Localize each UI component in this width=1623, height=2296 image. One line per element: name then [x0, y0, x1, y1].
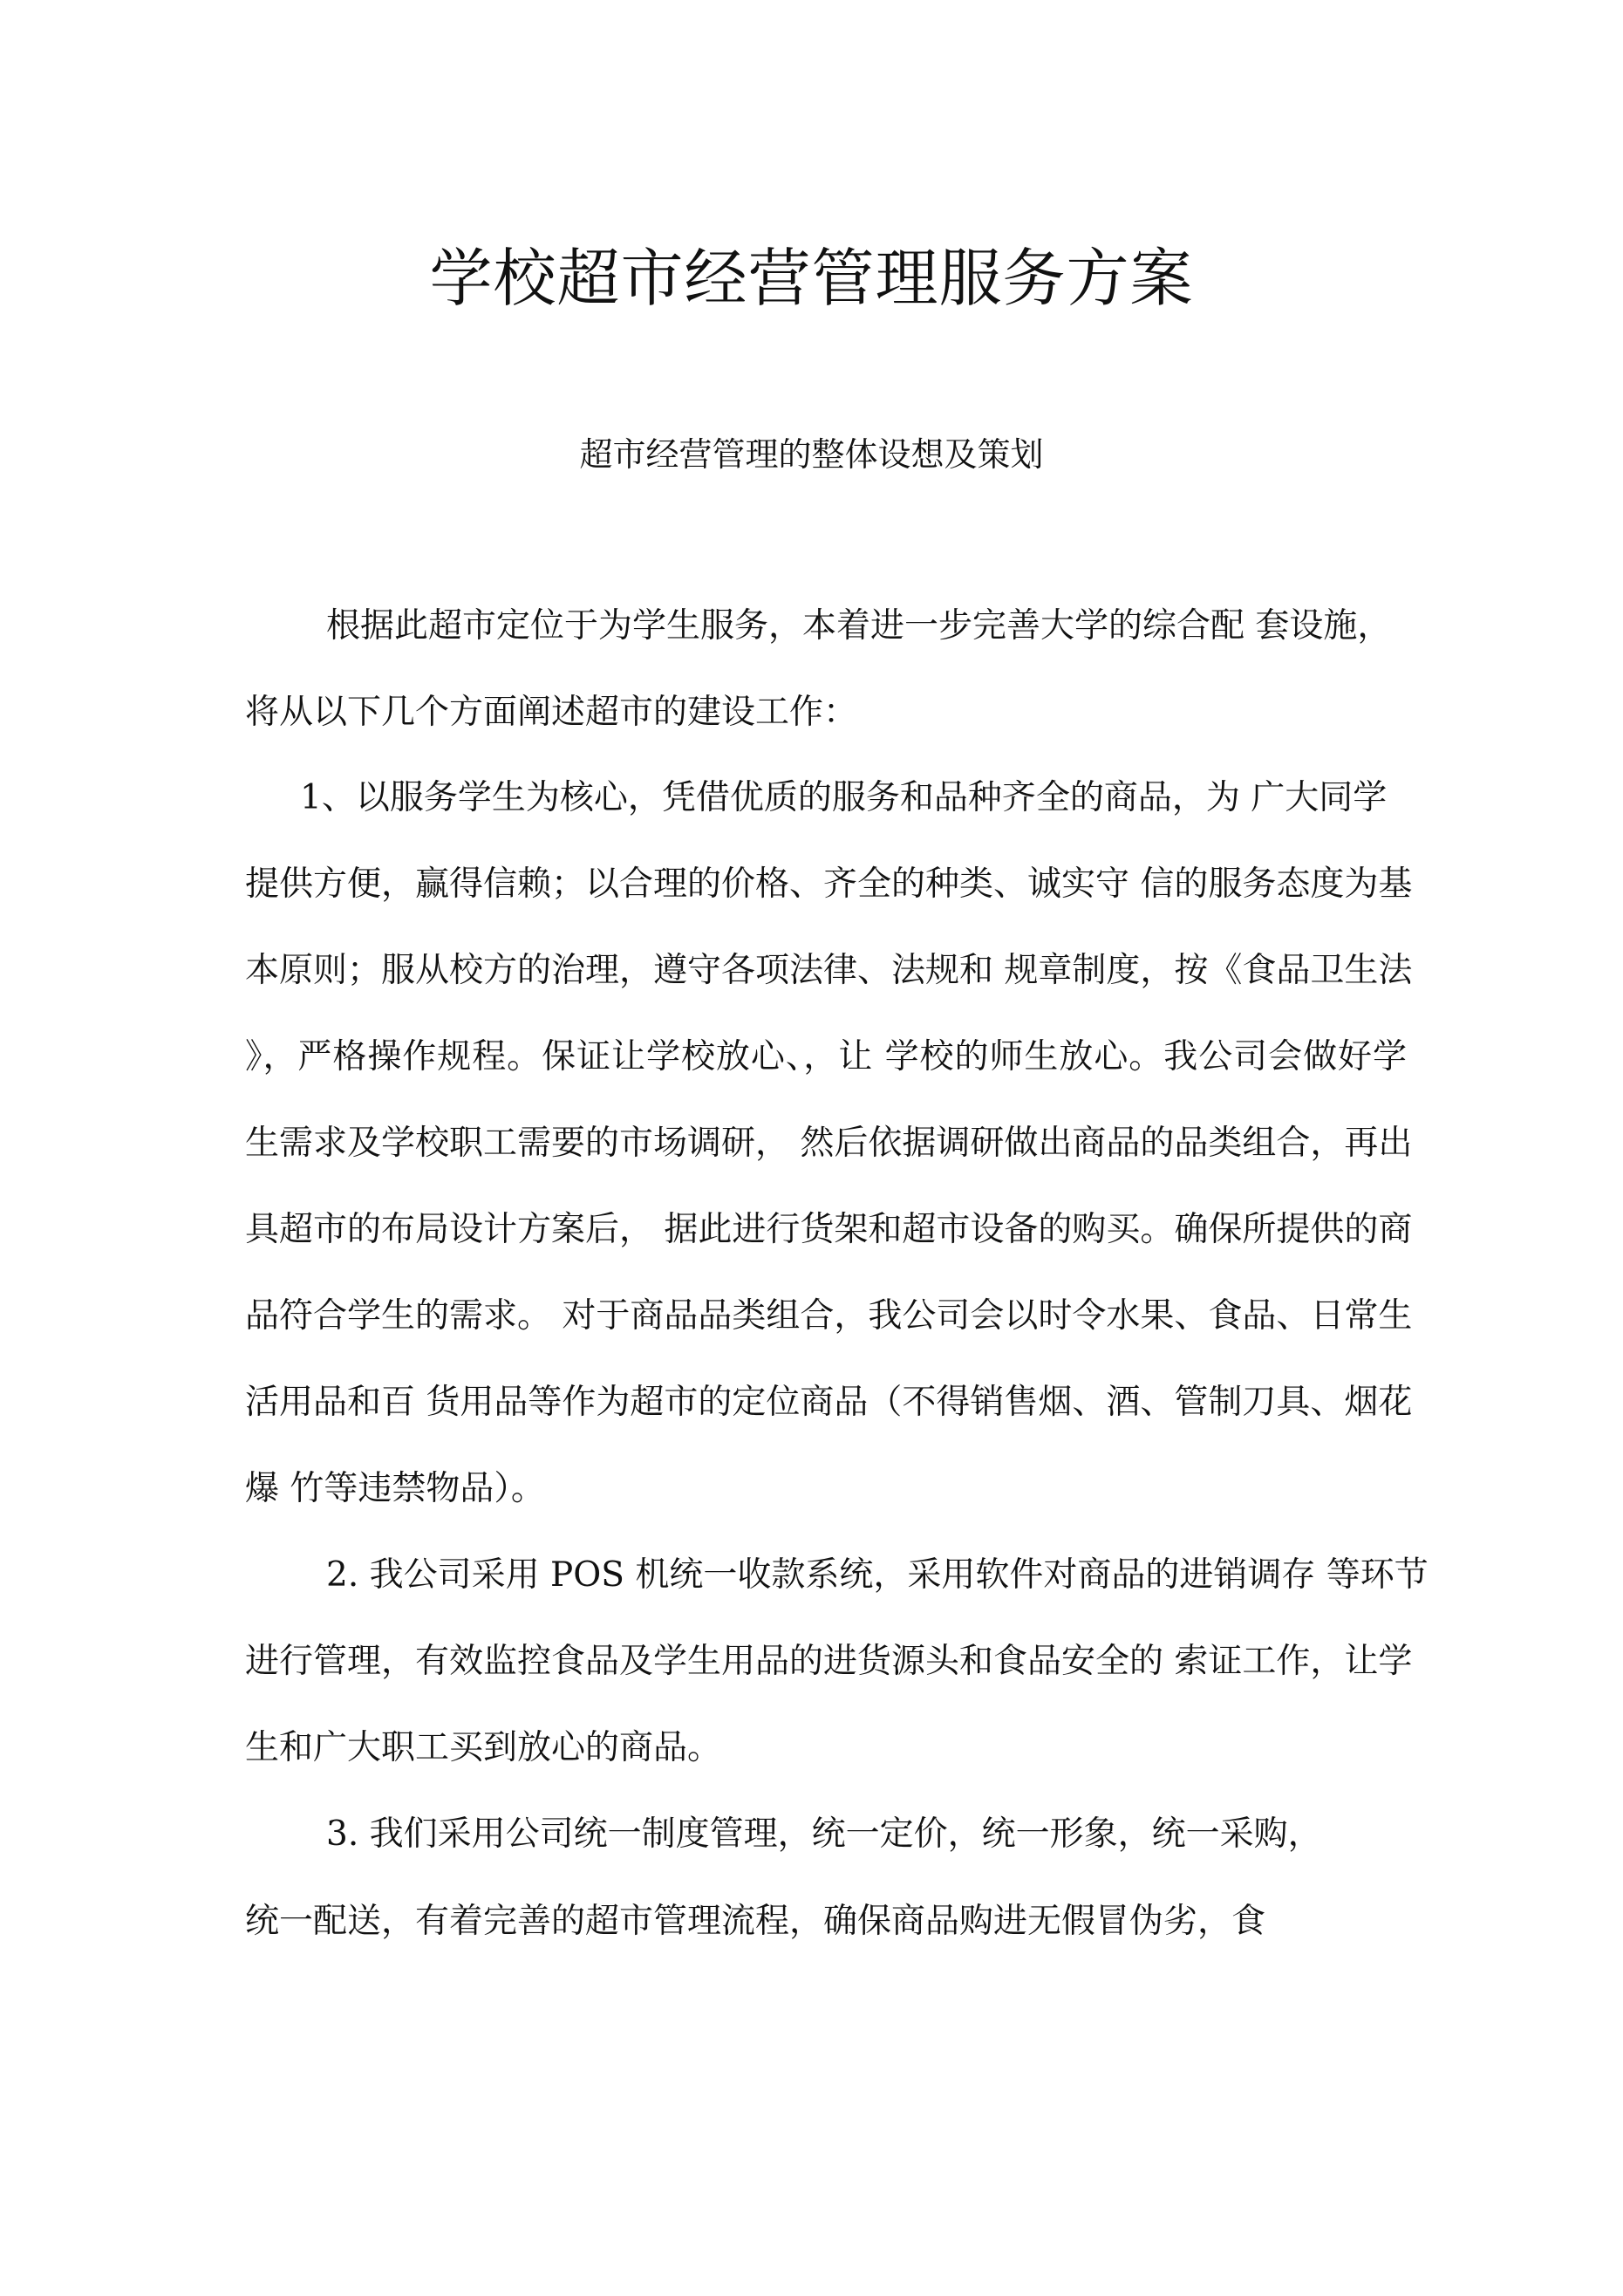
paragraph-line-15: 3. 我们采用公司统一制度管理，统一定价，统一形象，统一采购，: [326, 1814, 1322, 1854]
paragraph-line-16: 统一配送，有着完善的超市管理流程，确保商品购进无假冒伪劣，食: [245, 1902, 1266, 1941]
paragraph-line-3: 1、以服务学生为核心，凭借优质的服务和品种齐全的商品，为 广大同学: [300, 778, 1388, 817]
paragraph-line-8: 具超市的布局设计方案后， 据此进行货架和超市设备的购买。确保所提供的商: [245, 1210, 1413, 1249]
document-title: 学校超市经营管理服务方案: [429, 242, 1194, 315]
paragraph-line-9: 品符合学生的需求。 对于商品品类组合，我公司会以时令水果、食品、日常生: [245, 1296, 1413, 1336]
document-subtitle: 超市经营管理的整体设想及策划: [579, 435, 1044, 474]
paragraph-line-14: 生和广大职工买到放心的商品。: [245, 1728, 722, 1767]
paragraph-line-2: 将从以下几个方面阐述超市的建设工作：: [245, 693, 858, 732]
paragraph-line-5: 本原则；服从校方的治理，遵守各项法律、法规和 规章制度，按《食品卫生法: [245, 951, 1413, 990]
paragraph-line-11: 爆 竹等违禁物品）。: [245, 1469, 545, 1508]
paragraph-line-12: 2. 我公司采用 POS 机统一收款系统，采用软件对商品的进销调存 等环节: [326, 1555, 1429, 1595]
paragraph-line-10: 活用品和百 货用品等作为超市的定位商品（不得销售烟、酒、管制刀具、烟花: [245, 1383, 1413, 1422]
paragraph-line-4: 提供方便，赢得信赖；以合理的价格、齐全的种类、诚实守 信的服务态度为基: [245, 864, 1413, 904]
paragraph-line-6: 》，严格操作规程。保证让学校放心、，让 学校的师生放心。我公司会做好学: [245, 1037, 1407, 1076]
paragraph-line-1: 根据此超市定位于为学生服务，本着进一步完善大学的综合配 套设施，: [326, 606, 1392, 646]
paragraph-line-13: 进行管理，有效监控食品及学生用品的进货源头和食品安全的 索证工作，让学: [245, 1642, 1413, 1681]
paragraph-line-7: 生需求及学校职工需要的市场调研， 然后依据调研做出商品的品类组合，再出: [245, 1124, 1413, 1163]
